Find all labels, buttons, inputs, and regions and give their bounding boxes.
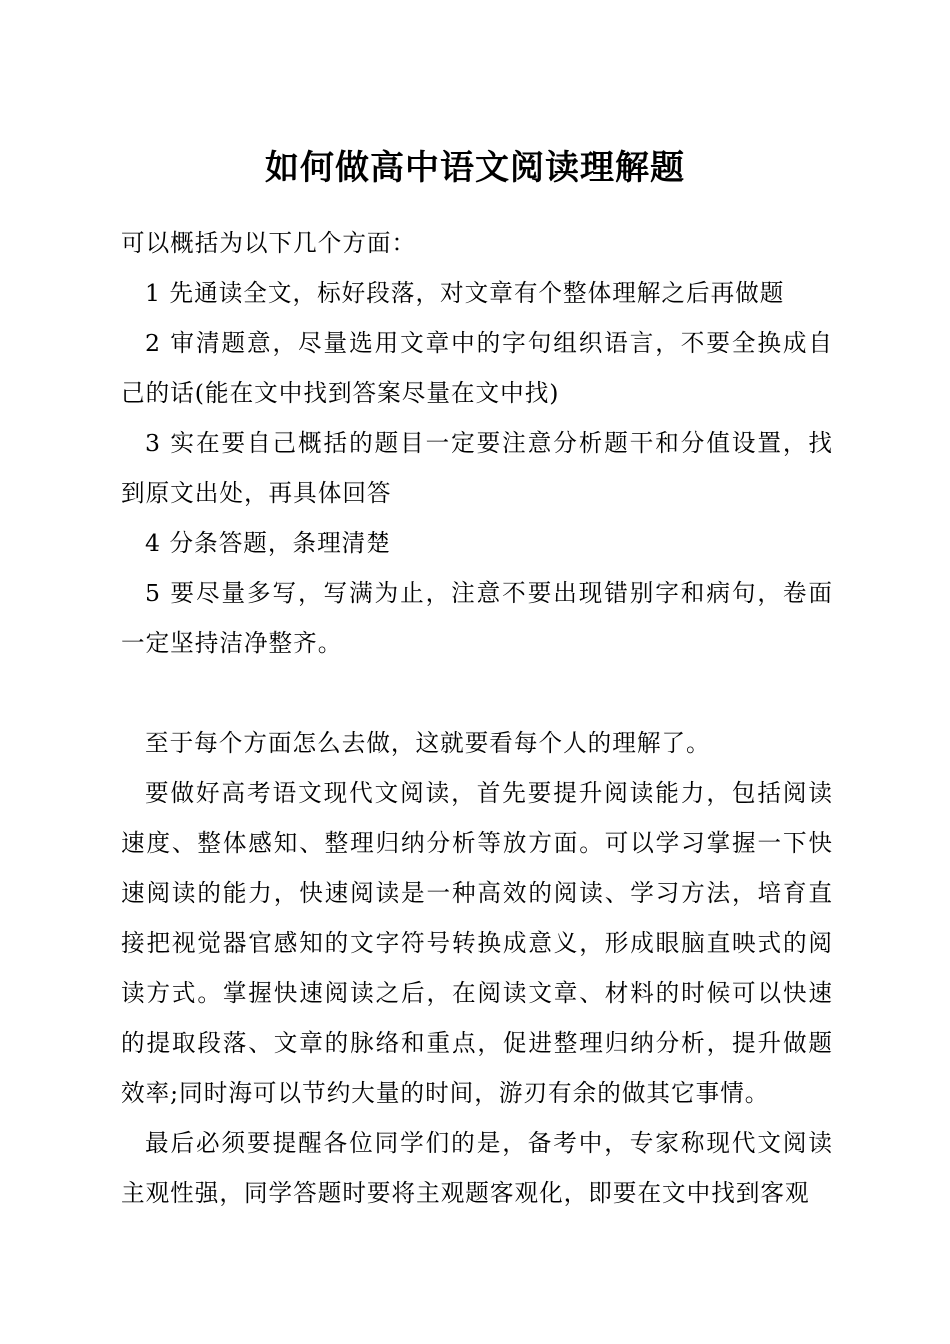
- paragraph-1: 至于每个方面怎么去做，这就要看每个人的理解了。: [145, 729, 711, 757]
- point-2: 2 审清题意，尽量选用文章中的字句组织语言，不要全换成自己的话(能在文中找到答案尽量在文中找): [121, 329, 833, 407]
- point-5: 5 要尽量多写，写满为止，注意不要出现错别字和病句，卷面一定坚持洁净整齐。: [121, 579, 833, 657]
- point-1: 1 先通读全文，标好段落，对文章有个整体理解之后再做题: [145, 279, 785, 307]
- paragraph-2: 要做好高考语文现代文阅读，首先要提升阅读能力，包括阅读速度、整体感知、整理归纳分析等放方面。可以学习掌握一下快速阅读的能力，快速阅读是一种高效的阅读、学习方法，培育直接把视觉器官感知的文字符号转换成意义，形成眼脑直映式的阅读方式。掌握快速阅读之后，在阅读文章、材料的时候可以快速的提取段落、文章的脉络和重点，促进整理归纳分析，提升做题效率;同时海可以节约大量的时间，游刃有余的做其它事情。: [121, 779, 833, 1107]
- point-3: 3 实在要自己概括的题目一定要注意分析题干和分值设置，找到原文出处，再具体回答: [121, 429, 833, 507]
- paragraph-gap: [121, 668, 833, 718]
- point-4: 4 分条答题，条理清楚: [145, 529, 391, 557]
- document-title: 如何做高中语文阅读理解题: [265, 148, 685, 188]
- intro-paragraph: 可以概括为以下几个方面：: [121, 229, 417, 257]
- document-body: [121, 218, 833, 1218]
- paragraph-3: 最后必须要提醒各位同学们的是，备考中，专家称现代文阅读主观性强，同学答题时要将主观题客观化，即要在文中找到客观: [121, 1129, 833, 1207]
